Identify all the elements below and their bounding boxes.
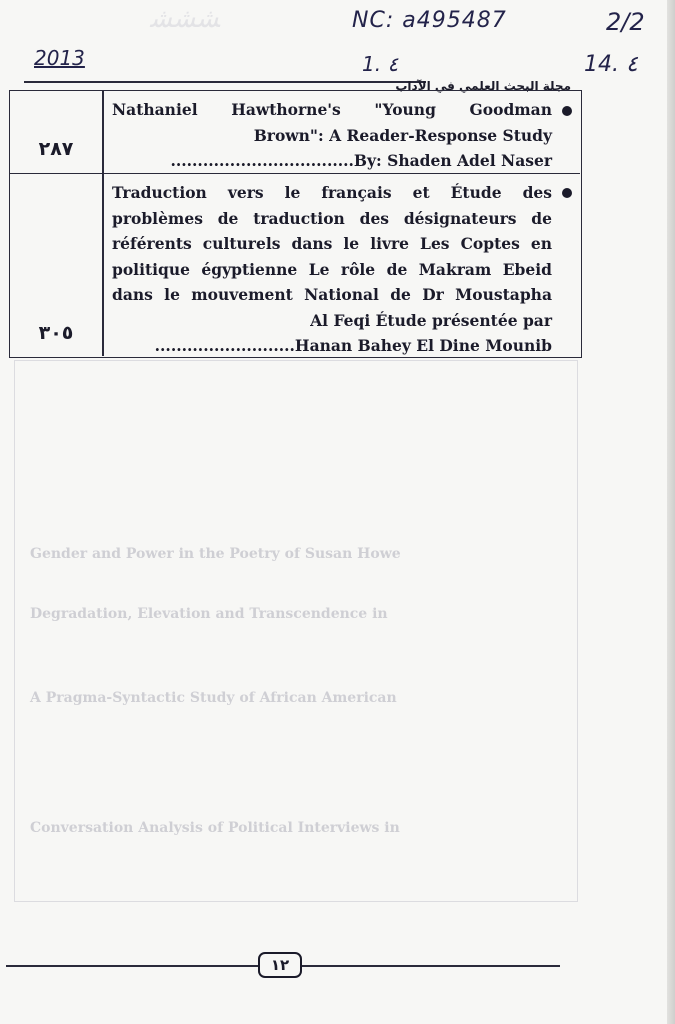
bullet-icon [562,106,572,116]
entry-line: référents culturels dans le livre Les Coptes en [112,234,552,253]
entry-line: Al Feqi Étude présentée par [310,310,552,330]
entry-line: ..........................Hanan Bahey El Dine Mounib [154,336,552,355]
page-number: ٢٨٧ [38,138,74,160]
entry-title [112,180,552,359]
page-mark-annotation: 2/2 [606,8,645,36]
bullet-icon [562,188,572,198]
volume-mark-annotation: 1. ٤ [362,52,399,76]
entry-line: ..................................By: Shaden Adel Naser [170,151,552,170]
footer-rule-right [302,965,560,967]
entry-line: problèmes de traduction des désignateurs de [112,208,552,228]
toc-row [10,91,580,174]
bleed-through-text: Conversation Analysis of Political Interviews in [30,820,400,836]
column-divider [102,91,104,173]
entry-line: Traduction vers le français et Étude des [112,183,552,202]
column-divider [102,174,104,356]
year-annotation: 2013 [34,46,85,70]
entry-line: dans le mouvement National de Dr Moustapha [112,285,552,304]
catalog-number-annotation: NC: a495487 [352,8,507,33]
bleed-through-text: Degradation, Elevation and Transcendence in [30,606,388,622]
page-folio: ١٢ [258,952,302,978]
bleed-through-text: Gender and Power in the Poetry of Susan Howe [30,546,401,562]
journal-title: مجلة البحث العلمي في الآداب [395,79,571,93]
entry-line: Nathaniel Hawthorne's "Young Goodman [112,100,552,119]
page-edge [667,0,675,1024]
entry-title [112,97,552,174]
issue-mark-annotation: 14. ٤ [584,52,638,77]
page-number: ٣٠٥ [38,322,74,344]
bleed-through-handwriting: ﺸﺸﺸ [150,4,220,34]
toc-row [10,174,580,356]
entry-line: politique égyptienne Le rôle de Makram Ebeid [112,259,552,279]
footer-rule-left [6,965,258,967]
header-rule [24,81,426,83]
bleed-through-text: A Pragma-Syntactic Study of African American [30,690,397,706]
table-of-contents [9,90,582,358]
entry-line: Brown": A Reader-Response Study [253,125,552,145]
